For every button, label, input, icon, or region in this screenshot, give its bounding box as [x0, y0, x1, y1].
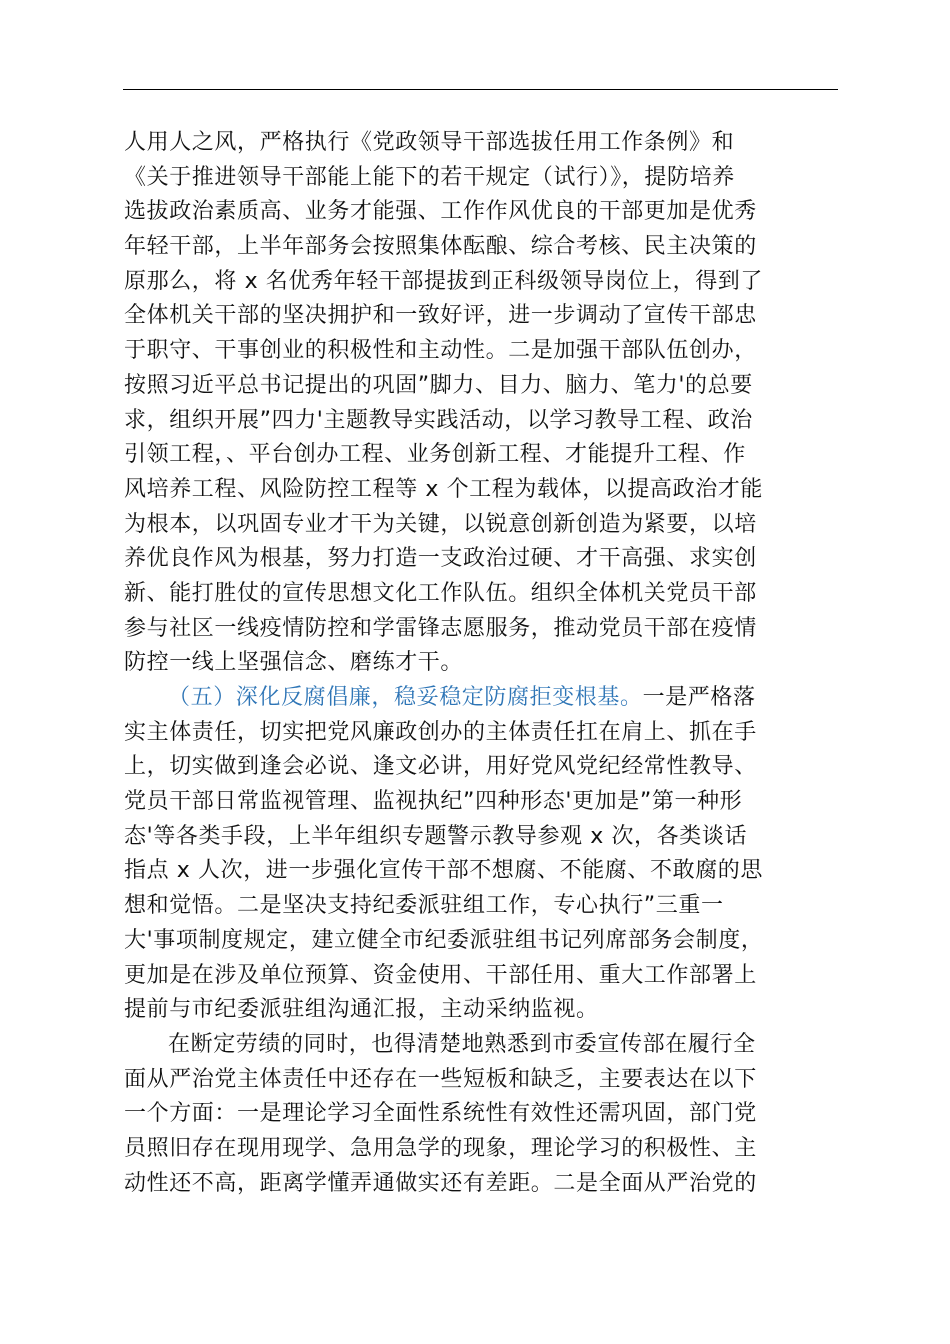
text-line: 按照习近平总书记提出的巩固”脚力、目力、脑力、笔力'的总要 — [124, 372, 753, 398]
text-line: 新、能打胜仗的宣传思想文化工作队伍。组织全体机关党员干部 — [124, 580, 757, 606]
text-line: 一个方面：一是理论学习全面性系统性有效性还需巩固，部门党 — [124, 1101, 757, 1127]
text-line: 原那么，将 x 名优秀年轻干部提拔到正科级领导岗位上，得到了 — [124, 268, 764, 294]
text-line: 党员干部日常监视管理、监视执纪”四种形态'更加是”第一种形 — [124, 789, 743, 815]
text-line: 员照旧存在现用现学、急用急学的现象，理论学习的积极性、主 — [124, 1135, 757, 1161]
text-line: 引领工程，、平台创办工程、业务创新工程、才能提升工程、作 — [124, 442, 746, 468]
paragraph-cadre-work — [124, 126, 840, 681]
text-line: 《关于推进领导干部能上能下的若干规定（试行）》，提防培养 — [124, 164, 735, 190]
paragraph-anti-corruption — [124, 681, 840, 1028]
text-line: 上，切实做到逢会必说、逢文必讲，用好党风党纪经常性教导、 — [124, 754, 757, 780]
text-line: 为根本，以巩固专业才干为关键，以锐意创新创造为紧要，以培 — [124, 511, 757, 537]
text-line: 人用人之风，严格执行《党政领导干部选拔任用工作条例》和 — [124, 130, 735, 155]
text-line: 于职守、干事创业的积极性和主动性。二是加强干部队伍创办， — [124, 338, 757, 364]
text-line: 选拔政治素质高、业务才能强、工作作风优良的干部更加是优秀 — [124, 199, 757, 225]
text-line: 求，组织开展”四力'主题教导实践活动，以学习教导工程、政治 — [124, 407, 753, 433]
text-line: 面从严治党主体责任中还存在一些短板和缺乏，主要表达在以下 — [124, 1066, 757, 1092]
text-line: 态'等各类手段，上半年组织专题警示教导参观 x 次，各类谈话 — [124, 823, 748, 849]
text-line: 提前与市纪委派驻组沟通汇报，主动采纳监视。 — [124, 997, 599, 1023]
text-line: 大'事项制度规定，建立健全市纪委派驻组书记列席部务会制度， — [124, 927, 764, 953]
paragraph-shortcomings — [124, 1028, 840, 1201]
text-line: 年轻干部，上半年部务会按照集体酝酿、综合考核、民主决策的 — [124, 234, 757, 260]
text-line: 更加是在涉及单位预算、资金使用、干部任用、重大工作部署上 — [124, 962, 757, 988]
text-line: 防控一线上坚强信念、磨练才干。 — [124, 650, 464, 676]
section-heading: （五）深化反腐倡廉，稳妥稳定防腐拒变根基。 — [168, 685, 643, 710]
text-line: 养优良作风为根基，努力打造一支政治过硬、才干高强、求实创 — [124, 546, 757, 572]
text-line: 想和觉悟。二是坚决支持纪委派驻组工作，专心执行”三重一 — [124, 893, 724, 919]
header-rule — [123, 89, 838, 90]
text-line: 风培养工程、风险防控工程等 x 个工程为载体，以提高政治才能 — [124, 476, 764, 502]
text-line: 指点 x 人次，进一步强化宣传干部不想腐、不能腐、不敢腐的思 — [124, 858, 764, 884]
text-line: 在断定劳绩的同时，也得清楚地熟悉到市委宣传部在履行全 — [168, 1031, 756, 1057]
text-run: 一是严格落 — [642, 685, 756, 710]
text-line: 全体机关干部的坚决拥护和一致好评，进一步调动了宣传干部忠 — [124, 303, 757, 329]
document-body — [124, 126, 840, 1201]
text-line: 实主体责任，切实把党风廉政创办的主体责任扛在肩上、抓在手 — [124, 719, 757, 745]
text-line: 参与社区一线疫情防控和学雷锋志愿服务，推动党员干部在疫情 — [124, 615, 757, 641]
section-heading-line — [124, 681, 840, 716]
text-line: 动性还不高，距离学懂弄通做实还有差距。二是全面从严治党的 — [124, 1170, 757, 1196]
